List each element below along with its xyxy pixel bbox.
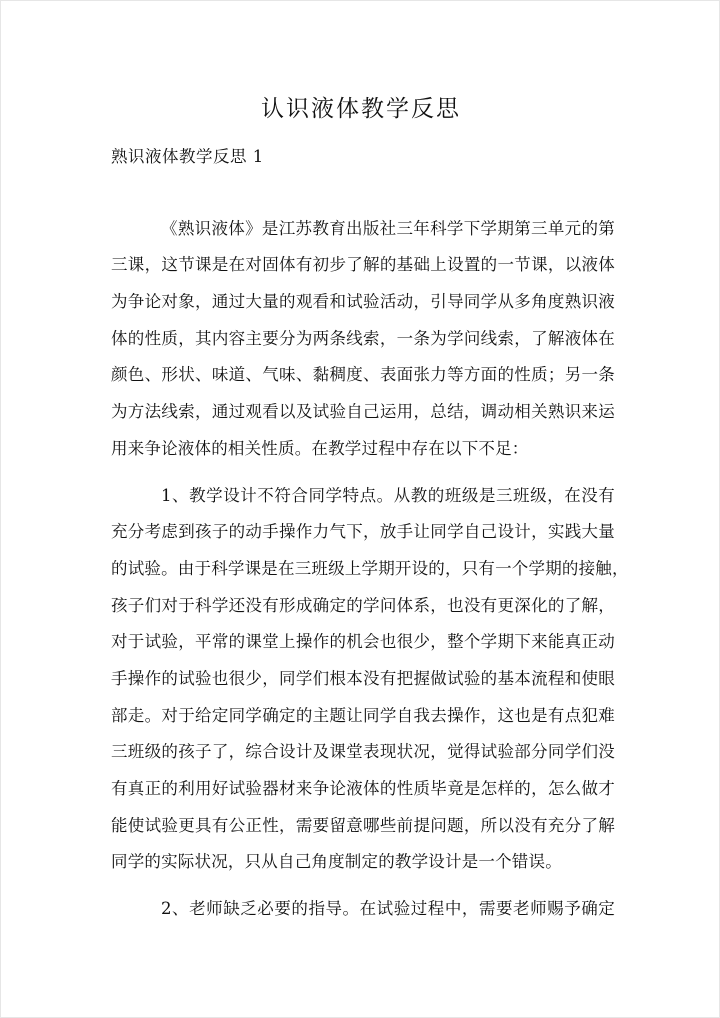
paragraph-line: 三课，这节课是在对固体有初步了解的基础上设置的一节课，以液体 bbox=[111, 255, 615, 274]
document-title: 认识液体教学反思 bbox=[261, 96, 461, 122]
paragraph-line: 为方法线索，通过观看以及试验自己运用，总结，调动相关熟识来运 bbox=[111, 402, 615, 421]
paragraph-line: 颜色、形状、味道、气味、黏稠度、表面张力等方面的性质；另一条 bbox=[111, 365, 615, 384]
paragraph-line: 1、教学设计不符合同学特点。从教的班级是三班级，在没有 bbox=[161, 486, 615, 505]
document-subtitle: 熟识液体教学反思 1 bbox=[111, 147, 264, 166]
paragraph-line: 有真正的利用好试验器材来争论液体的性质毕竟是怎样的，怎么做才 bbox=[111, 779, 615, 798]
paragraph-line: 部走。对于给定同学确定的主题让同学自我去操作，这也是有点犯难 bbox=[111, 706, 615, 725]
paragraph-line: 体的性质，其内容主要分为两条线索，一条为学问线索，了解液体在 bbox=[111, 329, 615, 348]
paragraph-line: 用来争论液体的相关性质。在教学过程中存在以下不足： bbox=[111, 439, 529, 458]
paragraph-line: 三班级的孩子了，综合设计及课堂表现状况，觉得试验部分同学们没 bbox=[111, 742, 615, 761]
paragraph-line: 对于试验，平常的课堂上操作的机会也很少，整个学期下来能真正动 bbox=[111, 632, 615, 651]
paragraph-line: 手操作的试验也很少，同学们根本没有把握做试验的基本流程和使眼 bbox=[111, 669, 615, 688]
paragraph-line: 《熟识液体》是江苏教育出版社三年科学下学期第三单元的第 bbox=[161, 219, 615, 238]
paragraph-line: 充分考虑到孩子的动手操作力气下，放手让同学自己设计，实践大量 bbox=[111, 522, 615, 541]
paragraph-line: 同学的实际状况，只从自己角度制定的教学设计是一个错误。 bbox=[111, 852, 562, 871]
paragraph-line: 孩子们对于科学还没有形成确定的学问体系，也没有更深化的了解， bbox=[111, 596, 615, 615]
paragraph-line: 能使试验更具有公正性，需要留意哪些前提问题，所以没有充分了解 bbox=[111, 816, 615, 835]
paragraph-line: 为争论对象，通过大量的观看和试验活动，引导同学从多角度熟识液 bbox=[111, 292, 615, 311]
paragraph-line: 的试验。由于科学课是在三班级上学期开设的，只有一个学期的接触， bbox=[111, 559, 629, 578]
paragraph-line: 2、老师缺乏必要的指导。在试验过程中，需要老师赐予确定 bbox=[161, 899, 615, 918]
